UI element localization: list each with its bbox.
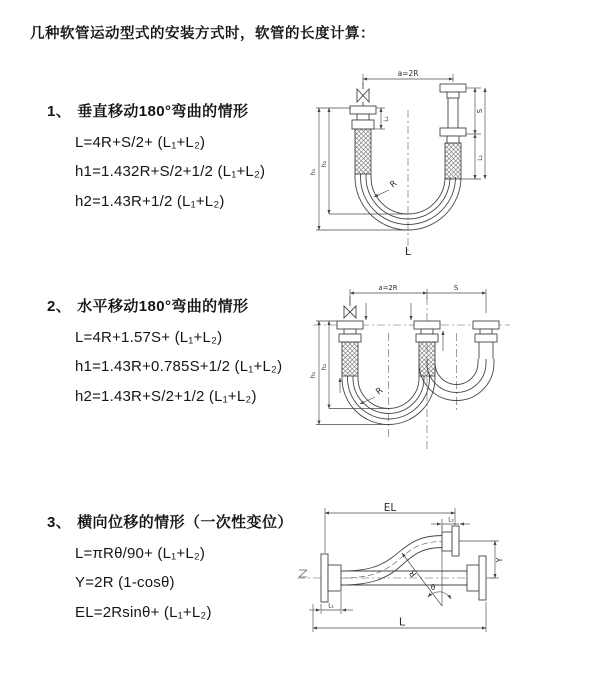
dimension-s xyxy=(466,88,484,134)
dim-label-h2: h₂ xyxy=(320,363,328,371)
dim-label-l1: L₁ xyxy=(328,603,334,610)
right-flange xyxy=(467,556,486,600)
braided-hose-section xyxy=(342,342,358,376)
braided-hose-section xyxy=(445,143,461,179)
dim-label-h1: h₁ xyxy=(309,371,317,379)
right-hose-assembly xyxy=(473,321,499,359)
section-number: 1、 xyxy=(47,103,72,120)
section-1 xyxy=(47,100,265,210)
section-1-heading xyxy=(47,100,265,121)
formula-line: L=4R+S/2+ (L₁+L₂) xyxy=(75,133,206,151)
formula-line: L=4R+1.57S+ (L₁+L₂) xyxy=(75,328,223,346)
dim-label-l1: L₁ xyxy=(384,116,390,122)
formula-line: h2=1.43R+1/2 (L₁+L₂) xyxy=(75,192,225,210)
dim-label-l2: L₂ xyxy=(448,517,454,524)
radius-construction xyxy=(402,553,451,606)
diagram-lateral-displacement xyxy=(295,500,587,660)
dim-label-l-total: L xyxy=(404,245,412,258)
section-2 xyxy=(47,295,282,405)
dim-label-theta: θ xyxy=(430,583,436,592)
formula-line: h1=1.432R+S/2+1/2 (L₁+L₂) xyxy=(75,163,266,180)
section-3 xyxy=(47,511,293,621)
formula-line: Y=2R (1-cosθ) xyxy=(75,574,175,591)
left-hose-assembly xyxy=(350,106,376,174)
valve-icon xyxy=(357,82,369,106)
left-hose-assembly xyxy=(337,321,363,376)
radius-callout xyxy=(360,386,385,404)
dim-label-r: R xyxy=(374,385,386,398)
dim-label-a2r: a=2R xyxy=(378,284,398,292)
hose-s-curve xyxy=(341,536,442,586)
diagram-horizontal-180-bend xyxy=(305,281,537,481)
dimension-l-total xyxy=(313,602,486,632)
formula-line: EL=2Rsinθ+ (L₁+L₂) xyxy=(75,603,212,621)
dim-label-r: R xyxy=(388,178,400,191)
dimension-l2 xyxy=(431,518,470,531)
section-number: 2、 xyxy=(47,298,72,315)
dimension-top xyxy=(350,284,486,313)
dim-label-h1: h₁ xyxy=(309,168,317,176)
braided-hose-section xyxy=(355,129,371,174)
section-3-heading xyxy=(47,511,293,532)
section-number: 3、 xyxy=(47,514,72,531)
dim-label-l: L xyxy=(398,615,406,629)
right-hose-assembly xyxy=(440,84,466,179)
dim-label-s: S xyxy=(453,284,459,292)
dim-label-a2r: a=2R xyxy=(397,69,419,78)
formula-line: h1=1.43R+0.785S+1/2 (L₁+L₂) xyxy=(75,358,283,375)
radius-callout xyxy=(374,179,399,197)
upper-flange xyxy=(442,526,459,556)
dim-label-r: R xyxy=(407,567,420,579)
centerline-symbol xyxy=(299,570,307,577)
formula-line: L=πRθ/90+ (L₁+L₂) xyxy=(75,544,206,562)
dim-label-el: EL xyxy=(383,502,397,514)
dim-label-l2: L₂ xyxy=(478,155,484,161)
left-flange xyxy=(321,554,341,602)
section-heading-text: 垂直移动180°弯曲的情形 xyxy=(77,103,249,120)
dim-label-y: Y xyxy=(495,557,504,563)
dim-label-s: S xyxy=(476,108,484,114)
dim-label-h2: h₂ xyxy=(320,160,328,168)
dimension-el xyxy=(325,502,455,553)
section-heading-text: 横向位移的情形（一次性变位） xyxy=(77,514,293,531)
formula-line: h2=1.43R+S/2+1/2 (L₁+L₂) xyxy=(75,387,257,405)
section-2-heading xyxy=(47,295,282,316)
section-heading-text: 水平移动180°弯曲的情形 xyxy=(77,298,249,315)
valve-icon xyxy=(344,296,356,318)
page-title: 几种软管运动型式的安装方式时，软管的长度计算： xyxy=(30,26,375,42)
diagram-vertical-180-bend xyxy=(305,64,537,264)
dimension-top xyxy=(363,69,453,85)
dimension-l1 xyxy=(309,592,353,614)
